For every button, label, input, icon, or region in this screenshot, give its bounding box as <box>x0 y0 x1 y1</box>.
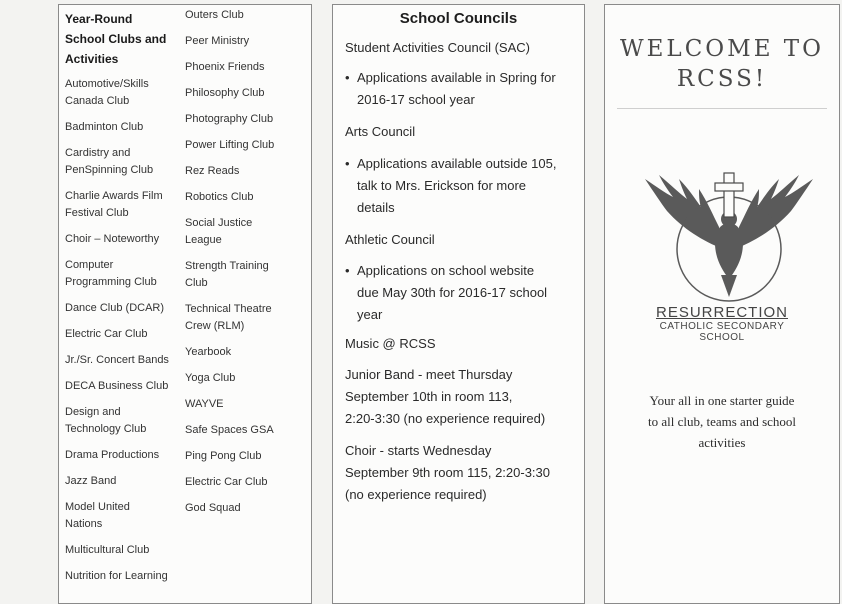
club-item <box>65 119 183 136</box>
club-item <box>185 474 309 491</box>
club-item-line: Model United <box>65 501 130 513</box>
club-item <box>185 163 309 180</box>
divider <box>617 108 827 109</box>
club-item-line: Yearbook <box>185 346 232 358</box>
club-item-line: Nutrition for Learning <box>65 570 168 582</box>
club-item-line: Yoga Club <box>185 372 236 384</box>
tagline-line: activities <box>698 435 746 450</box>
club-item-line: Technical Theatre <box>185 303 272 315</box>
bullet-icon: • <box>345 70 350 85</box>
club-item-line: Jazz Band <box>65 475 117 487</box>
club-item-line: League <box>185 234 222 246</box>
club-item-line: Strength Training <box>185 260 269 272</box>
text-line: September 9th room 115, 2:20-3:30 <box>345 465 550 480</box>
bird-body-icon <box>715 223 743 279</box>
clubs-title-line: School Clubs and <box>65 32 167 46</box>
club-item-line: PenSpinning Club <box>65 164 154 176</box>
club-item-line: Phoenix Friends <box>185 61 265 73</box>
athletic-bullet <box>345 260 576 326</box>
club-item <box>65 76 183 110</box>
club-item <box>65 404 183 438</box>
school-name-line: CATHOLIC SECONDARY <box>659 321 785 332</box>
left-wing-icon <box>645 175 723 249</box>
club-item-line: Social Justice <box>185 217 253 229</box>
club-item <box>65 378 183 395</box>
right-wing-icon <box>735 175 813 249</box>
school-name-line: RESURRECTION <box>655 304 788 321</box>
club-item-line: Rez Reads <box>185 165 240 177</box>
bullet-line: details <box>357 200 395 215</box>
tagline-line: to all club, teams and school <box>647 414 797 429</box>
club-item <box>65 352 183 369</box>
club-item-line: Dance Club (DCAR) <box>65 302 165 314</box>
welcome-heading <box>605 34 839 94</box>
club-item <box>185 7 309 24</box>
club-item-line: Philosophy Club <box>185 87 265 99</box>
club-item <box>65 188 183 222</box>
sac-heading: Student Activities Council (SAC) <box>345 40 530 55</box>
club-item <box>65 499 183 533</box>
club-item <box>65 568 183 585</box>
bullet-line: Applications on school website <box>357 263 535 278</box>
club-item-line: Programming Club <box>65 276 157 288</box>
club-item <box>185 189 309 206</box>
welcome-line: RCSS! <box>676 66 768 92</box>
club-item-line: Badminton Club <box>65 121 144 133</box>
club-item <box>185 111 309 128</box>
tagline <box>605 390 839 453</box>
bullet-icon: • <box>345 156 350 171</box>
bullet-icon: • <box>345 263 350 278</box>
arts-heading: Arts Council <box>345 124 416 139</box>
text-line: September 10th in room 113, <box>345 389 513 404</box>
club-item <box>185 370 309 387</box>
club-item-line: Drama Productions <box>65 449 160 461</box>
club-item-line: Cardistry and <box>65 147 131 159</box>
cross-icon <box>715 173 743 217</box>
school-name <box>605 304 839 343</box>
club-item-line: Robotics Club <box>185 191 254 203</box>
club-item <box>185 500 309 517</box>
club-item <box>185 258 309 292</box>
clubs-title <box>65 9 183 69</box>
club-item-line: WAYVE <box>185 398 224 410</box>
club-item <box>65 542 183 559</box>
club-item <box>185 344 309 361</box>
tagline-line: Your all in one starter guide <box>649 393 795 408</box>
bullet-line: talk to Mrs. Erickson for more <box>357 178 527 193</box>
club-item-line: Peer Ministry <box>185 35 250 47</box>
club-item-line: Charlie Awards Film <box>65 190 163 202</box>
bullet-line: Applications available in Spring for <box>357 70 556 85</box>
text-line: 2:20-3:30 (no experience required) <box>345 411 546 426</box>
club-item <box>65 231 183 248</box>
clubs-title-line: Year-Round <box>65 12 133 26</box>
club-item-line: Jr./Sr. Concert Bands <box>65 354 169 366</box>
clubs-column-2 <box>185 5 309 526</box>
clubs-panel <box>58 4 312 604</box>
junior-band-text <box>345 364 576 430</box>
club-item-line: DECA Business Club <box>65 380 169 392</box>
school-name-line: SCHOOL <box>699 332 745 343</box>
club-item-line: Computer <box>65 259 114 271</box>
sac-bullet <box>345 67 576 111</box>
club-item <box>185 33 309 50</box>
club-item-line: Nations <box>65 518 103 530</box>
club-item-line: Crew (RLM) <box>185 320 245 332</box>
text-line: (no experience required) <box>345 487 487 502</box>
club-item <box>65 257 183 291</box>
club-item <box>185 137 309 154</box>
club-item <box>185 422 309 439</box>
club-item-line: Technology Club <box>65 423 147 435</box>
welcome-line: WELCOME TO <box>619 36 824 62</box>
club-item <box>65 326 183 343</box>
club-item-line: Choir – Noteworthy <box>65 233 160 245</box>
club-item-line: God Squad <box>185 502 241 514</box>
bullet-line: 2016-17 school year <box>357 92 475 107</box>
club-item-line: Outers Club <box>185 9 244 21</box>
club-item-line: Electric Car Club <box>185 476 268 488</box>
club-item-line: Photography Club <box>185 113 274 125</box>
councils-panel <box>332 4 585 604</box>
club-item-line: Automotive/Skills <box>65 78 149 90</box>
music-heading: Music @ RCSS <box>345 336 436 351</box>
club-item <box>185 301 309 335</box>
club-item-line: Canada Club <box>65 95 130 107</box>
club-item <box>65 447 183 464</box>
bullet-line: due May 30th for 2016-17 school <box>357 285 548 300</box>
club-item-line: Electric Car Club <box>65 328 148 340</box>
club-item <box>185 215 309 249</box>
school-logo <box>643 171 815 311</box>
text-line: Choir - starts Wednesday <box>345 443 492 458</box>
club-item <box>65 300 183 317</box>
club-item <box>185 59 309 76</box>
choir-text <box>345 440 576 506</box>
bullet-line: year <box>357 307 383 322</box>
club-item-line: Power Lifting Club <box>185 139 275 151</box>
club-item <box>185 448 309 465</box>
club-item <box>185 396 309 413</box>
text-line: Junior Band - meet Thursday <box>345 367 513 382</box>
bullet-line: Applications available outside 105, <box>357 156 557 171</box>
club-item-line: Club <box>185 277 208 289</box>
club-item-line: Festival Club <box>65 207 129 219</box>
club-item-line: Ping Pong Club <box>185 450 262 462</box>
cover-panel <box>604 4 840 604</box>
clubs-title-line: Activities <box>65 52 119 66</box>
athletic-heading: Athletic Council <box>345 232 435 247</box>
club-item-line: Design and <box>65 406 121 418</box>
club-item <box>185 85 309 102</box>
club-item <box>65 473 183 490</box>
club-item <box>65 145 183 179</box>
clubs-column-1 <box>65 5 183 594</box>
arts-bullet <box>345 153 576 219</box>
club-item-line: Safe Spaces GSA <box>185 424 274 436</box>
club-item-line: Multicultural Club <box>65 544 150 556</box>
councils-title: School Councils <box>399 10 518 27</box>
